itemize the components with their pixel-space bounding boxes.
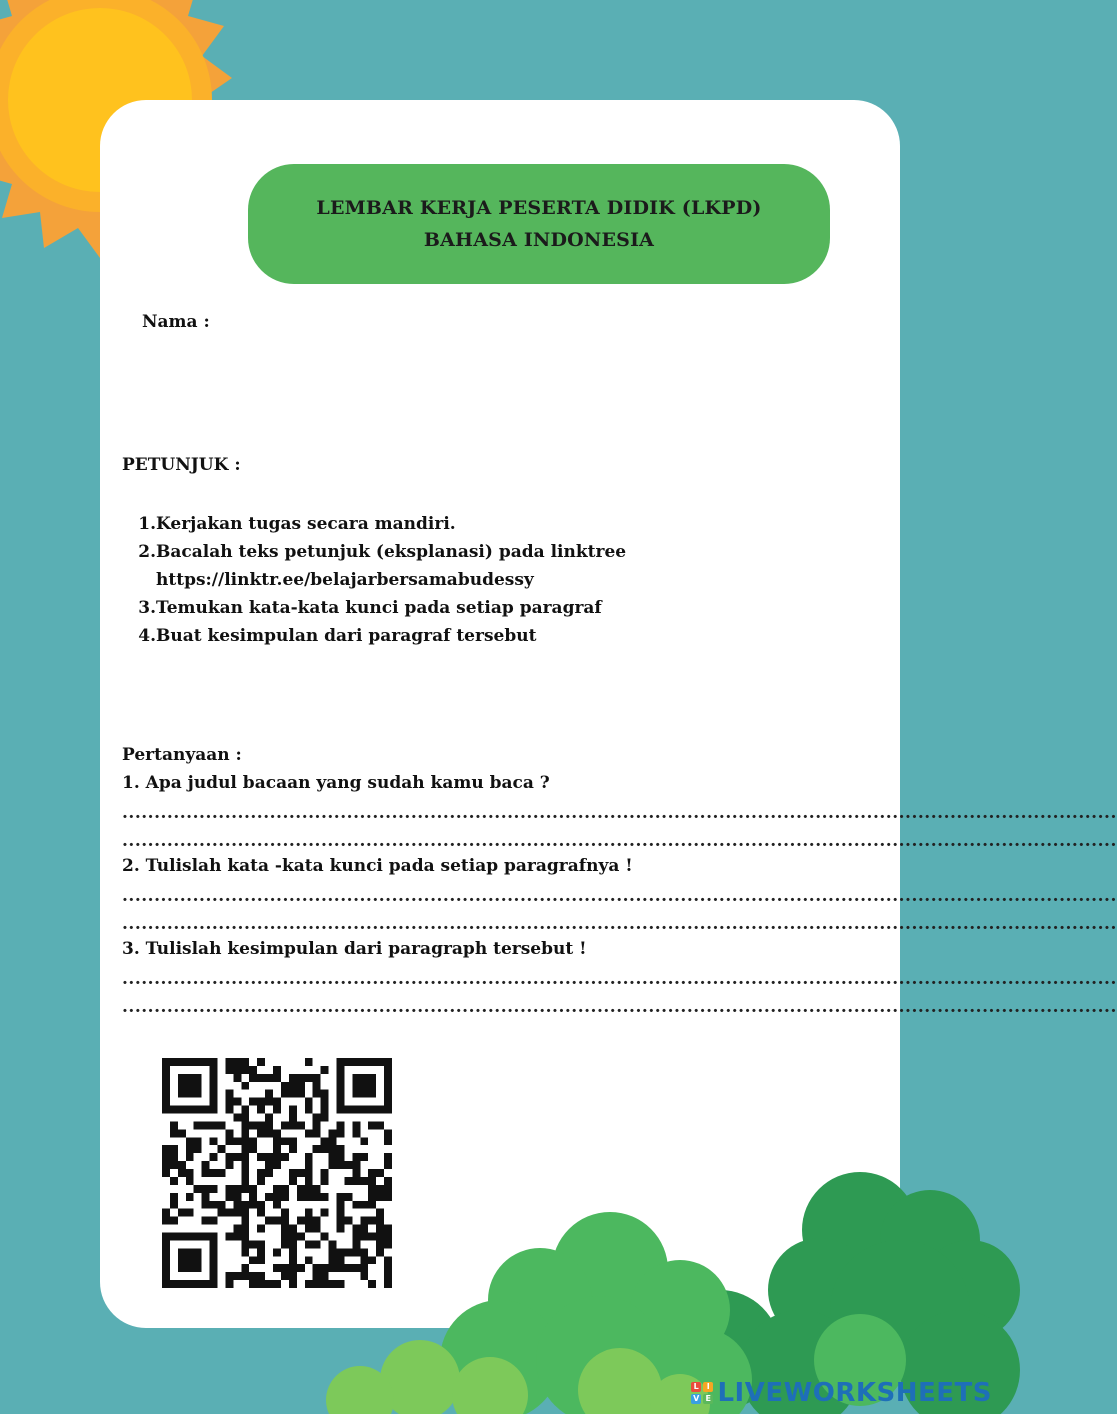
qr-module (352, 1074, 360, 1082)
qr-module (360, 1137, 368, 1145)
qr-module (329, 1137, 337, 1145)
answer-line-2a[interactable]: ........................................................................................................................................................... (122, 886, 1117, 906)
qr-module (233, 1114, 241, 1122)
qr-module (241, 1058, 249, 1066)
qr-module (313, 1082, 321, 1090)
qr-module (210, 1121, 218, 1129)
qr-module (336, 1058, 344, 1066)
qr-module (233, 1066, 241, 1074)
bushes-illustration (0, 1160, 1000, 1414)
qr-module (321, 1106, 329, 1114)
qr-module (376, 1121, 384, 1129)
qr-module (170, 1058, 178, 1066)
qr-module (162, 1058, 170, 1066)
answer-line-1b[interactable]: ........................................................................................................................................................... (122, 831, 1117, 851)
qr-module (344, 1106, 352, 1114)
qr-module (297, 1074, 305, 1082)
qr-module (297, 1090, 305, 1098)
qr-module (186, 1106, 194, 1114)
qr-module (281, 1082, 289, 1090)
qr-module (368, 1106, 376, 1114)
qr-module (384, 1058, 392, 1066)
petunjuk-item: 3.Temukan kata-kata kunci pada setiap paragraf (138, 598, 602, 618)
pertanyaan-heading: Pertanyaan : (122, 745, 242, 765)
qr-module (241, 1106, 249, 1114)
qr-module (344, 1058, 352, 1066)
qr-module (257, 1098, 265, 1106)
qr-module (313, 1114, 321, 1122)
petunjuk-heading: PETUNJUK : (122, 455, 241, 475)
question-1: 1. Apa judul bacaan yang sudah kamu baca ? (122, 773, 550, 793)
qr-module (336, 1106, 344, 1114)
qr-module (305, 1058, 313, 1066)
qr-module (289, 1137, 297, 1145)
qr-module (194, 1090, 202, 1098)
nama-label: Nama : (142, 312, 210, 332)
qr-module (170, 1145, 178, 1153)
qr-module (225, 1058, 233, 1066)
qr-module (210, 1090, 218, 1098)
title-line-2: BAHASA INDONESIA (423, 229, 655, 251)
petunjuk-list (134, 510, 626, 650)
qr-module (368, 1082, 376, 1090)
qr-module (210, 1082, 218, 1090)
qr-module (178, 1106, 186, 1114)
qr-module (273, 1145, 281, 1153)
qr-module (273, 1098, 281, 1106)
qr-module (336, 1074, 344, 1082)
qr-module (313, 1090, 321, 1098)
qr-module (273, 1129, 281, 1137)
qr-module (321, 1098, 329, 1106)
qr-module (360, 1058, 368, 1066)
qr-module (194, 1145, 202, 1153)
qr-module (233, 1098, 241, 1106)
answer-line-2b[interactable]: ........................................................................................................................................................... (122, 914, 1117, 934)
qr-module (257, 1058, 265, 1066)
qr-module (384, 1106, 392, 1114)
qr-module (178, 1090, 186, 1098)
qr-module (241, 1066, 249, 1074)
qr-module (352, 1090, 360, 1098)
qr-module (289, 1121, 297, 1129)
qr-module (162, 1145, 170, 1153)
qr-module (297, 1082, 305, 1090)
qr-module (257, 1106, 265, 1114)
qr-module (360, 1082, 368, 1090)
qr-module (368, 1090, 376, 1098)
linktree-url[interactable]: https://linktr.ee/belajarbersamabudessy (156, 570, 534, 590)
qr-module (384, 1137, 392, 1145)
title-banner (248, 164, 830, 284)
liveworksheets-logo: L I V E (691, 1382, 713, 1404)
qr-module (360, 1074, 368, 1082)
qr-module (313, 1145, 321, 1153)
qr-module (186, 1082, 194, 1090)
qr-module (305, 1129, 313, 1137)
qr-module (210, 1098, 218, 1106)
qr-module (162, 1074, 170, 1082)
qr-module (241, 1114, 249, 1122)
qr-module (368, 1074, 376, 1082)
qr-module (384, 1129, 392, 1137)
qr-module (265, 1121, 273, 1129)
answer-line-3b[interactable]: ........................................................................................................................................................... (122, 997, 1117, 1017)
qr-module (336, 1145, 344, 1153)
qr-module (225, 1090, 233, 1098)
qr-module (336, 1082, 344, 1090)
qr-module (233, 1074, 241, 1082)
qr-module (321, 1145, 329, 1153)
qr-module (384, 1074, 392, 1082)
qr-module (241, 1121, 249, 1129)
qr-module (368, 1121, 376, 1129)
petunjuk-item: 2.Bacalah teks petunjuk (eksplanasi) pada linktree (138, 542, 627, 562)
qr-module (178, 1082, 186, 1090)
petunjuk-item: 4.Buat kesimpulan dari paragraf tersebut (138, 626, 537, 646)
qr-module (297, 1121, 305, 1129)
qr-module (360, 1090, 368, 1098)
qr-module (289, 1082, 297, 1090)
qr-module (162, 1082, 170, 1090)
qr-module (329, 1145, 337, 1153)
qr-module (186, 1145, 194, 1153)
qr-module (336, 1066, 344, 1074)
qr-module (218, 1145, 226, 1153)
qr-module (321, 1114, 329, 1122)
qr-module (241, 1082, 249, 1090)
qr-module (352, 1082, 360, 1090)
qr-module (289, 1145, 297, 1153)
qr-module (321, 1090, 329, 1098)
qr-module (194, 1121, 202, 1129)
qr-module (352, 1121, 360, 1129)
qr-module (178, 1129, 186, 1137)
question-3: 3. Tulislah kesimpulan dari paragraph tersebut ! (122, 939, 587, 959)
qr-module (376, 1106, 384, 1114)
qr-module (249, 1074, 257, 1082)
qr-module (289, 1106, 297, 1114)
petunjuk-item: 1.Kerjakan tugas secara mandiri. (138, 514, 456, 534)
qr-module (241, 1137, 249, 1145)
qr-module (202, 1058, 210, 1066)
qr-module (265, 1114, 273, 1122)
qr-module (376, 1058, 384, 1066)
qr-module (210, 1074, 218, 1082)
qr-module (336, 1129, 344, 1137)
qr-module (352, 1106, 360, 1114)
question-2: 2. Tulislah kata -kata kunci pada setiap paragrafnya ! (122, 856, 633, 876)
qr-module (194, 1106, 202, 1114)
qr-module (170, 1129, 178, 1137)
qr-module (162, 1106, 170, 1114)
qr-module (257, 1074, 265, 1082)
qr-module (170, 1106, 178, 1114)
qr-module (289, 1114, 297, 1122)
qr-module (336, 1090, 344, 1098)
qr-module (178, 1074, 186, 1082)
qr-module (336, 1121, 344, 1129)
qr-module (265, 1090, 273, 1098)
qr-module (360, 1106, 368, 1114)
qr-module (352, 1129, 360, 1137)
qr-module (186, 1074, 194, 1082)
qr-module (289, 1090, 297, 1098)
qr-module (194, 1082, 202, 1090)
qr-module (162, 1090, 170, 1098)
qr-module (241, 1129, 249, 1137)
qr-module (384, 1090, 392, 1098)
qr-module (202, 1106, 210, 1114)
qr-module (352, 1058, 360, 1066)
qr-module (368, 1058, 376, 1066)
qr-module (257, 1129, 265, 1137)
qr-module (273, 1106, 281, 1114)
qr-module (281, 1121, 289, 1129)
qr-module (225, 1098, 233, 1106)
qr-module (225, 1129, 233, 1137)
qr-module (313, 1074, 321, 1082)
qr-module (329, 1129, 337, 1137)
qr-module (194, 1074, 202, 1082)
qr-module (281, 1137, 289, 1145)
qr-module (384, 1082, 392, 1090)
qr-module (162, 1098, 170, 1106)
qr-module (273, 1137, 281, 1145)
qr-module (210, 1066, 218, 1074)
qr-module (162, 1066, 170, 1074)
qr-module (336, 1098, 344, 1106)
qr-module (257, 1121, 265, 1129)
answer-line-1a[interactable]: ........................................................................................................................................................... (122, 803, 1117, 823)
qr-module (249, 1098, 257, 1106)
qr-module (225, 1066, 233, 1074)
qr-module (313, 1121, 321, 1129)
qr-module (186, 1137, 194, 1145)
qr-module (321, 1066, 329, 1074)
qr-module (305, 1098, 313, 1106)
qr-module (273, 1074, 281, 1082)
qr-module (210, 1058, 218, 1066)
qr-module (210, 1106, 218, 1114)
qr-module (305, 1106, 313, 1114)
qr-module (186, 1058, 194, 1066)
qr-module (273, 1066, 281, 1074)
qr-module (178, 1058, 186, 1066)
qr-module (249, 1137, 257, 1145)
qr-module (384, 1066, 392, 1074)
answer-line-3a[interactable]: ........................................................................................................................................................... (122, 969, 1117, 989)
qr-module (225, 1106, 233, 1114)
qr-module (218, 1121, 226, 1129)
qr-module (170, 1121, 178, 1129)
qr-module (210, 1137, 218, 1145)
qr-module (384, 1098, 392, 1106)
qr-module (249, 1145, 257, 1153)
qr-module (186, 1090, 194, 1098)
qr-module (202, 1121, 210, 1129)
qr-module (281, 1090, 289, 1098)
qr-module (225, 1137, 233, 1145)
qr-module (265, 1129, 273, 1137)
qr-module (289, 1074, 297, 1082)
qr-module (233, 1058, 241, 1066)
qr-module (265, 1074, 273, 1082)
qr-module (233, 1137, 241, 1145)
qr-module (321, 1137, 329, 1145)
qr-module (265, 1098, 273, 1106)
qr-module (313, 1129, 321, 1137)
title-line-1: LEMBAR KERJA PESERTA DIDIK (LKPD) (316, 197, 762, 219)
qr-module (305, 1074, 313, 1082)
qr-module (194, 1058, 202, 1066)
qr-module (249, 1121, 257, 1129)
qr-module (194, 1137, 202, 1145)
qr-module (241, 1145, 249, 1153)
liveworksheets-text: LIVEWORKSHEETS (717, 1378, 992, 1408)
qr-module (249, 1066, 257, 1074)
liveworksheets-watermark (691, 1378, 992, 1408)
